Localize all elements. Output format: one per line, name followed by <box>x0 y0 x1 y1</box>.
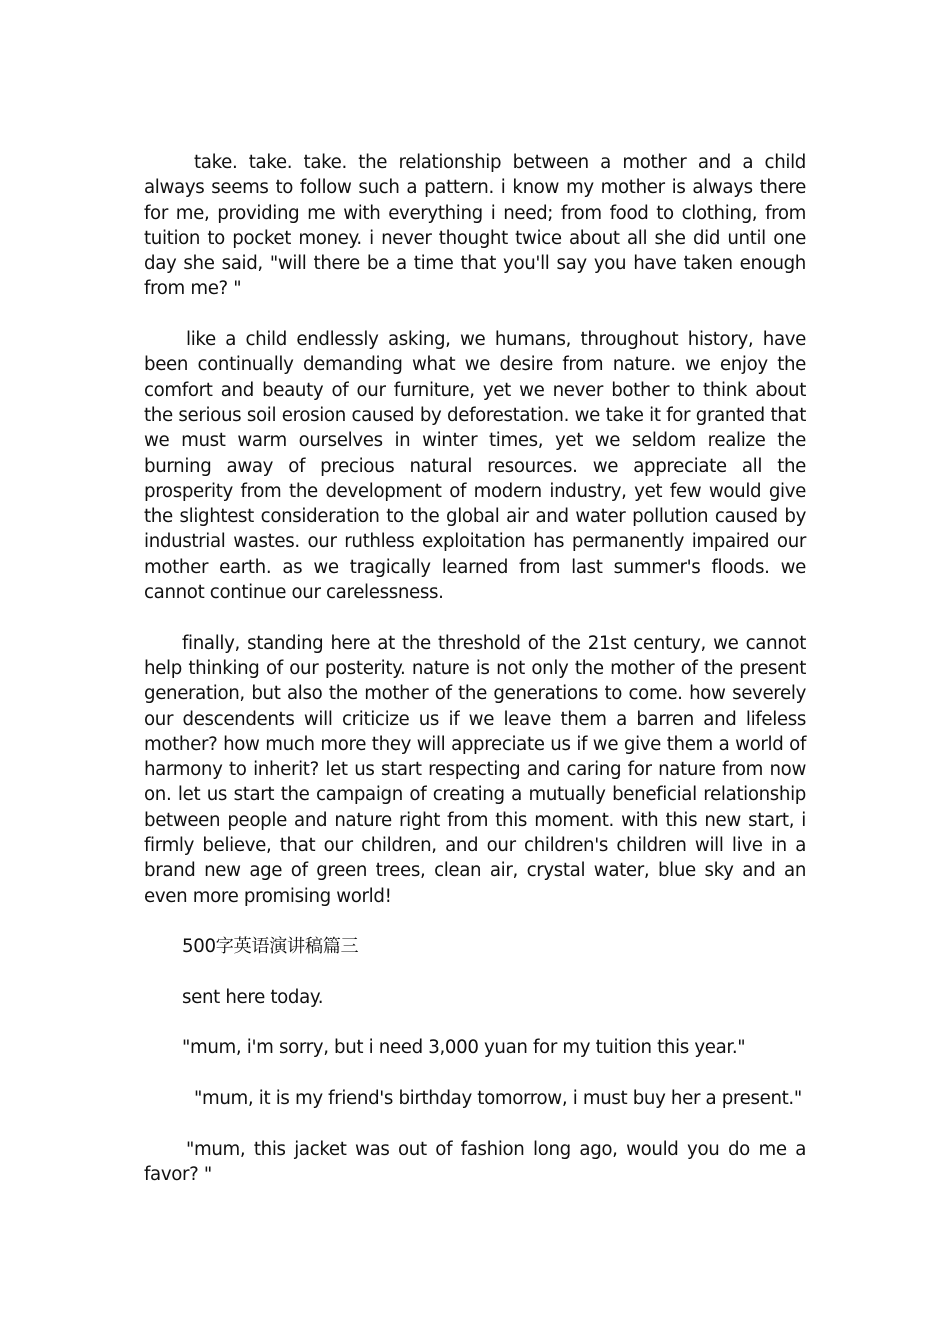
quote-jacket: "mum, this jacket was out of fashion long ago, would you do me a favor? " <box>144 1138 806 1185</box>
paragraph-take: take. take. take. the relationship between a mother and a child always seems to follow such a pattern. i know my mother is always there for me, providing me with everything i need; from food to clothing, from tuition to pocket money. i never thought twice about all she did until one day she said, "will there be a time that you'll say you have taken enough from me? " <box>144 152 806 300</box>
section-heading: 500字英语演讲稿篇三 <box>182 936 359 958</box>
paragraph-nature-demand: like a child endlessly asking, we humans, throughout history, have been continually demanding what we desire from nature. we enjoy the comfort and beauty of our furniture, yet we never bother to think about the serious soil erosion caused by deforestation. we take it for granted that we must warm ourselves in winter times, yet we seldom realize the burning away of precious natural resources. we appreciate all the prosperity from the development of modern industry, yet few would give the slightest consideration to the global air and water pollution caused by industrial wastes. our ruthless exploitation has permanently impaired our mother earth. as we tragically learned from last summer's floods. we cannot continue our carelessness. <box>144 329 806 604</box>
body-text <box>144 150 806 1212</box>
paragraph-posterity: finally, standing here at the threshold of the 21st century, we cannot help thinking of our posterity. nature is not only the mother of the present generation, but also the mother of the generations to come. how severely our descendents will criticize us if we leave them a barren and lifeless mother? how much more they will appreciate us if we give them a world of harmony to inherit? let us start respecting and caring for nature from now on. let us start the campaign of creating a mutually beneficial relationship between people and nature right from this moment. with this new start, i firmly believe, that our children, and our children's children will live in a brand new age of green trees, clean air, crystal water, blue sky and an even more promising world! <box>144 632 806 907</box>
quote-tuition: "mum, i'm sorry, but i need 3,000 yuan for my tuition this year." <box>182 1037 746 1059</box>
paragraph-sent-here: sent here today. <box>182 986 324 1008</box>
quote-birthday: "mum, it is my friend's birthday tomorrow, i must buy her a present." <box>194 1087 802 1109</box>
